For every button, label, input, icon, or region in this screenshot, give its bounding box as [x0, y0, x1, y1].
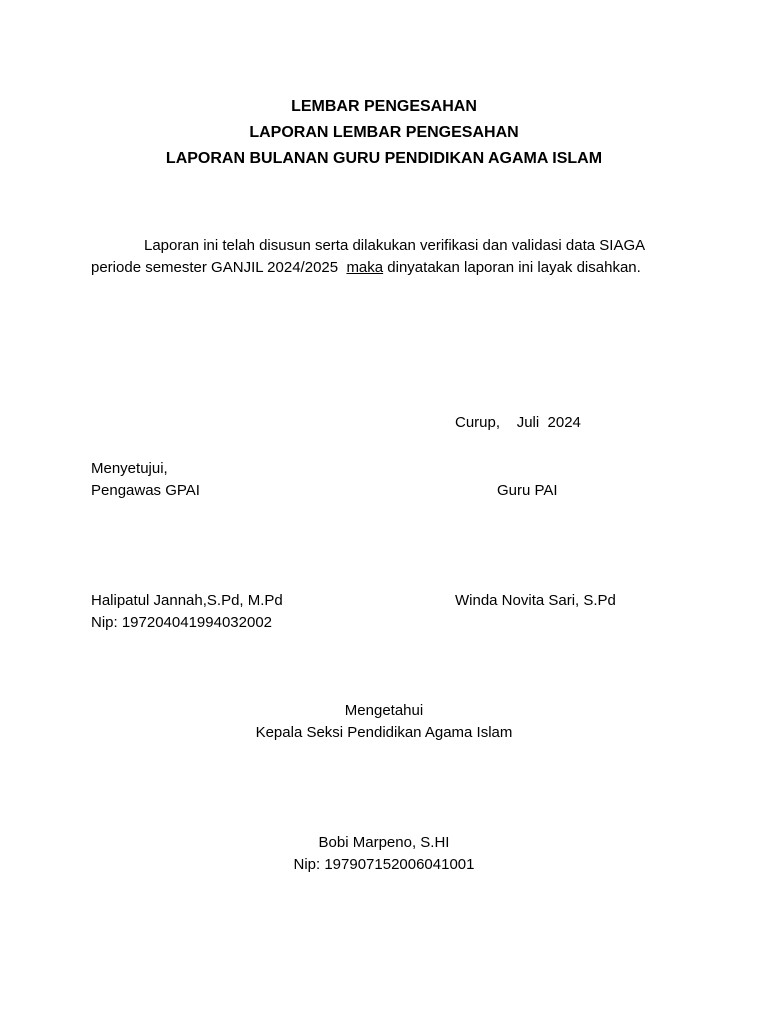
acknowledgement-block — [0, 700, 768, 744]
document-subtitle: LAPORAN LEMBAR PENGESAHAN — [249, 124, 519, 141]
left-signatory-role: Pengawas GPAI — [91, 482, 200, 499]
head-signatory-block — [0, 832, 768, 876]
statement-line-2-end: dinyatakan laporan ini layak disahkan. — [383, 259, 641, 276]
right-signatory-name: Winda Novita Sari, S.Pd — [455, 592, 616, 609]
statement-line-1: Laporan ini telah disusun serta dilakukan verifikasi dan validasi data SIAGA — [144, 237, 646, 254]
approval-label: Menyetujui, — [91, 460, 168, 477]
document-subtitle-2: LAPORAN BULANAN GURU PENDIDIKAN AGAMA ISLAM — [165, 150, 603, 167]
statement-paragraph — [91, 235, 691, 279]
statement-line-2 — [91, 257, 691, 279]
place-date: Curup, Juli 2024 — [455, 414, 581, 431]
document-title-block — [0, 94, 768, 172]
statement-underlined-word: maka — [346, 259, 384, 276]
document-title: LEMBAR PENGESAHAN — [291, 98, 477, 115]
head-signatory-name: Bobi Marpeno, S.HI — [318, 834, 450, 851]
head-signatory-nip: Nip: 197907152006041001 — [293, 856, 475, 873]
statement-line-2-start: periode semester GANJIL 2024/2025 — [91, 259, 347, 276]
acknowledgement-role: Kepala Seksi Pendidikan Agama Islam — [255, 724, 513, 741]
left-signatory-nip: Nip: 197204041994032002 — [91, 614, 273, 631]
right-signatory-role: Guru PAI — [497, 482, 558, 499]
left-signatory-name: Halipatul Jannah,S.Pd, M.Pd — [91, 592, 283, 609]
acknowledgement-label: Mengetahui — [344, 702, 424, 719]
